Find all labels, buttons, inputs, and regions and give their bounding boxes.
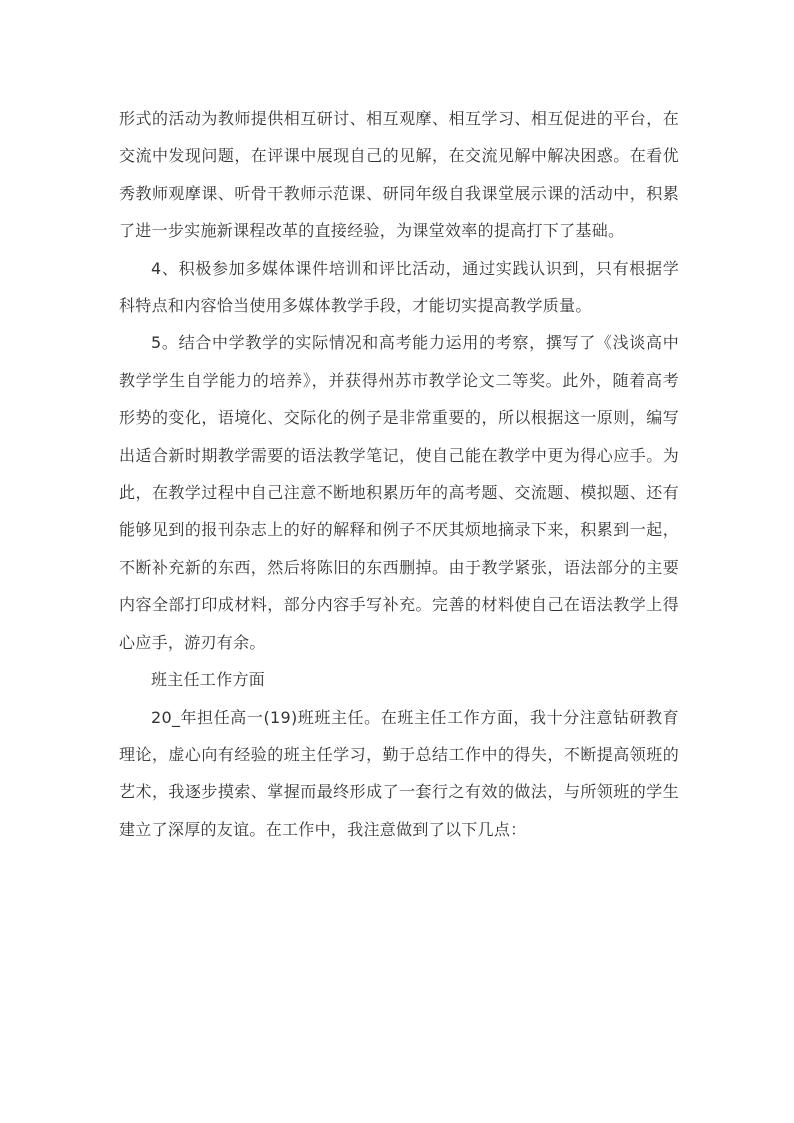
paragraph-peer-activities: 形式的活动为教师提供相互研讨、相互观摩、相互学习、相互促进的平台，在交流中发现问题，在评课中展现自己的见解，在交流见解中解决困惑。在看优秀教师观摩课、听骨干教师示范课、研同年级自我课堂展示课的活动中，积累了进一步实施新课程改革的直接经验，为课堂效率的提高打下了基础。: [119, 109, 679, 241]
paragraph-multimedia-training: 4、积极参加多媒体课件培训和评比活动，通过实践认识到，只有根据学科特点和内容恰当使用多媒体教学手段，才能切实提高教学质量。: [119, 258, 679, 316]
paragraph-teaching-research: 5。结合中学教学的实际情况和高考能力运用的考察，撰写了《浅谈高中教学学生自学能力的培养》，并获得州苏市教学论文二等奖。此外，随着高考形势的变化，语境化、交际化的例子是非常重要的，所以根据这一原则，编写出适合新时期教学需要的语法教学笔记，使自己能在教学中更为得心应手。为此，在教学过程中自己注意不断地积累历年的高考题、交流题、模拟题、还有能够见到的报刊杂志上的好的解释和例子不厌其烦地摘录下来，积累到一起，不断补充新的东西，然后将陈旧的东西删掉。由于教学紧张，语法部分的主要内容全部打印成材料，部分内容手写补充。完善的材料使自己在语法教学上得心应手，游刃有余。: [119, 333, 679, 652]
section-heading-class-teacher: 班主任工作方面: [151, 670, 266, 690]
paragraph-class-teacher-work: 20_年担任高一(19)班班主任。在班主任工作方面，我十分注意钻研教育理论，虚心向有经验的班主任学习，勤于总结工作中的得失，不断提高领班的艺术，我逐步摸索、掌握而最终形成了一套行之有效的做法，与所领班的学生建立了深厚的友谊。在工作中，我注意做到了以下几点：: [119, 707, 679, 839]
document-page: [119, 100, 679, 848]
